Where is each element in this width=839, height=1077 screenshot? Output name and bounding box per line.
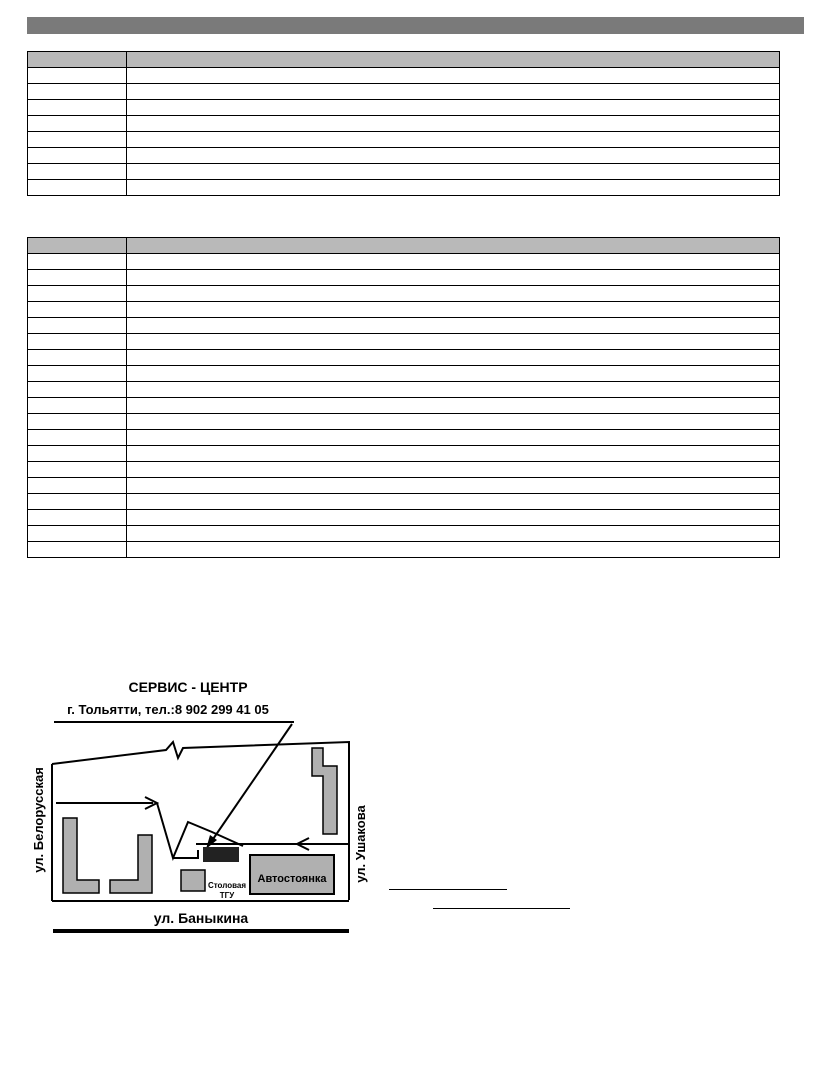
table-row — [28, 510, 780, 526]
route-from-right — [297, 838, 346, 850]
table-cell — [127, 100, 780, 116]
street-right-label: ул. Ушакова — [353, 805, 368, 883]
table-cell — [127, 68, 780, 84]
table-header-row — [28, 238, 780, 254]
building-mid-l — [110, 835, 152, 893]
table-cell — [127, 430, 780, 446]
table-cell — [127, 132, 780, 148]
street-bottom-label: ул. Баныкина — [153, 910, 249, 926]
table-cell — [28, 286, 127, 302]
table-cell — [28, 100, 127, 116]
table-cell — [127, 414, 780, 430]
table-header-row — [28, 52, 780, 68]
table-row — [28, 542, 780, 558]
table-cell — [127, 382, 780, 398]
route-from-left — [56, 797, 157, 809]
table-cell — [28, 382, 127, 398]
table-cell — [28, 478, 127, 494]
canteen-label-2: ТГУ — [219, 891, 235, 900]
table-header-cell — [127, 52, 780, 68]
table-cell — [28, 302, 127, 318]
table-header-cell — [127, 238, 780, 254]
table-cell — [28, 542, 127, 558]
table-cell — [28, 398, 127, 414]
table-row — [28, 318, 780, 334]
service-center-building — [203, 847, 239, 862]
table-row — [28, 350, 780, 366]
table-cell — [127, 446, 780, 462]
table-cell — [127, 334, 780, 350]
parking-label: Автостоянка — [257, 873, 327, 885]
table-cell — [127, 478, 780, 494]
table-cell — [28, 254, 127, 270]
table-cell — [127, 526, 780, 542]
table-row — [28, 180, 780, 196]
table-cell — [28, 334, 127, 350]
building-left-l — [63, 818, 99, 893]
table-cell — [127, 366, 780, 382]
info-table-2 — [27, 237, 780, 558]
table-cell — [127, 270, 780, 286]
table-row — [28, 334, 780, 350]
table-cell — [127, 542, 780, 558]
table-cell — [127, 254, 780, 270]
map-subtitle: г. Тольятти, тел.:8 902 299 41 05 — [67, 702, 269, 717]
table-cell — [28, 180, 127, 196]
table-row — [28, 366, 780, 382]
table-row — [28, 164, 780, 180]
table-cell — [127, 148, 780, 164]
map-title: СЕРВИС - ЦЕНТР — [128, 679, 248, 695]
table-cell — [127, 286, 780, 302]
table-cell — [28, 430, 127, 446]
table-cell — [127, 302, 780, 318]
table-cell — [28, 446, 127, 462]
location-map — [26, 672, 366, 937]
street-left-label: ул. Белорусская — [31, 767, 46, 873]
table-cell — [127, 350, 780, 366]
table-row — [28, 398, 780, 414]
table-row — [28, 116, 780, 132]
table-header-cell — [28, 238, 127, 254]
table-cell — [28, 68, 127, 84]
table-cell — [127, 318, 780, 334]
table-cell — [28, 116, 127, 132]
table-cell — [127, 462, 780, 478]
info-table-1 — [27, 51, 780, 196]
table-row — [28, 286, 780, 302]
table-cell — [127, 84, 780, 100]
table-cell — [28, 132, 127, 148]
table-cell — [28, 494, 127, 510]
table-cell — [28, 414, 127, 430]
table-row — [28, 446, 780, 462]
table-cell — [28, 270, 127, 286]
canteen-label: Столовая — [207, 881, 247, 890]
table-cell — [127, 180, 780, 196]
table-row — [28, 382, 780, 398]
table-cell — [28, 318, 127, 334]
canteen-building — [181, 870, 205, 891]
table-row — [28, 430, 780, 446]
table-header-cell — [28, 52, 127, 68]
table-cell — [28, 148, 127, 164]
table-cell — [28, 510, 127, 526]
table-row — [28, 270, 780, 286]
table-cell — [127, 398, 780, 414]
table-row — [28, 148, 780, 164]
table-row — [28, 526, 780, 542]
table-row — [28, 478, 780, 494]
blank-signature-line — [389, 889, 507, 890]
table-row — [28, 414, 780, 430]
table-cell — [28, 350, 127, 366]
building-top-right — [312, 748, 337, 834]
table-cell — [28, 366, 127, 382]
table-row — [28, 302, 780, 318]
blank-signature-line — [433, 908, 570, 909]
table-row — [28, 462, 780, 478]
table-row — [28, 494, 780, 510]
header-bar — [27, 17, 804, 34]
table-cell — [127, 510, 780, 526]
table-row — [28, 84, 780, 100]
table-cell — [28, 526, 127, 542]
table-cell — [127, 116, 780, 132]
table-cell — [127, 494, 780, 510]
table-cell — [28, 164, 127, 180]
table-row — [28, 254, 780, 270]
pointer-arrow — [211, 724, 292, 842]
table-row — [28, 68, 780, 84]
table-row — [28, 100, 780, 116]
table-cell — [28, 84, 127, 100]
table-cell — [28, 462, 127, 478]
table-row — [28, 132, 780, 148]
table-cell — [127, 164, 780, 180]
